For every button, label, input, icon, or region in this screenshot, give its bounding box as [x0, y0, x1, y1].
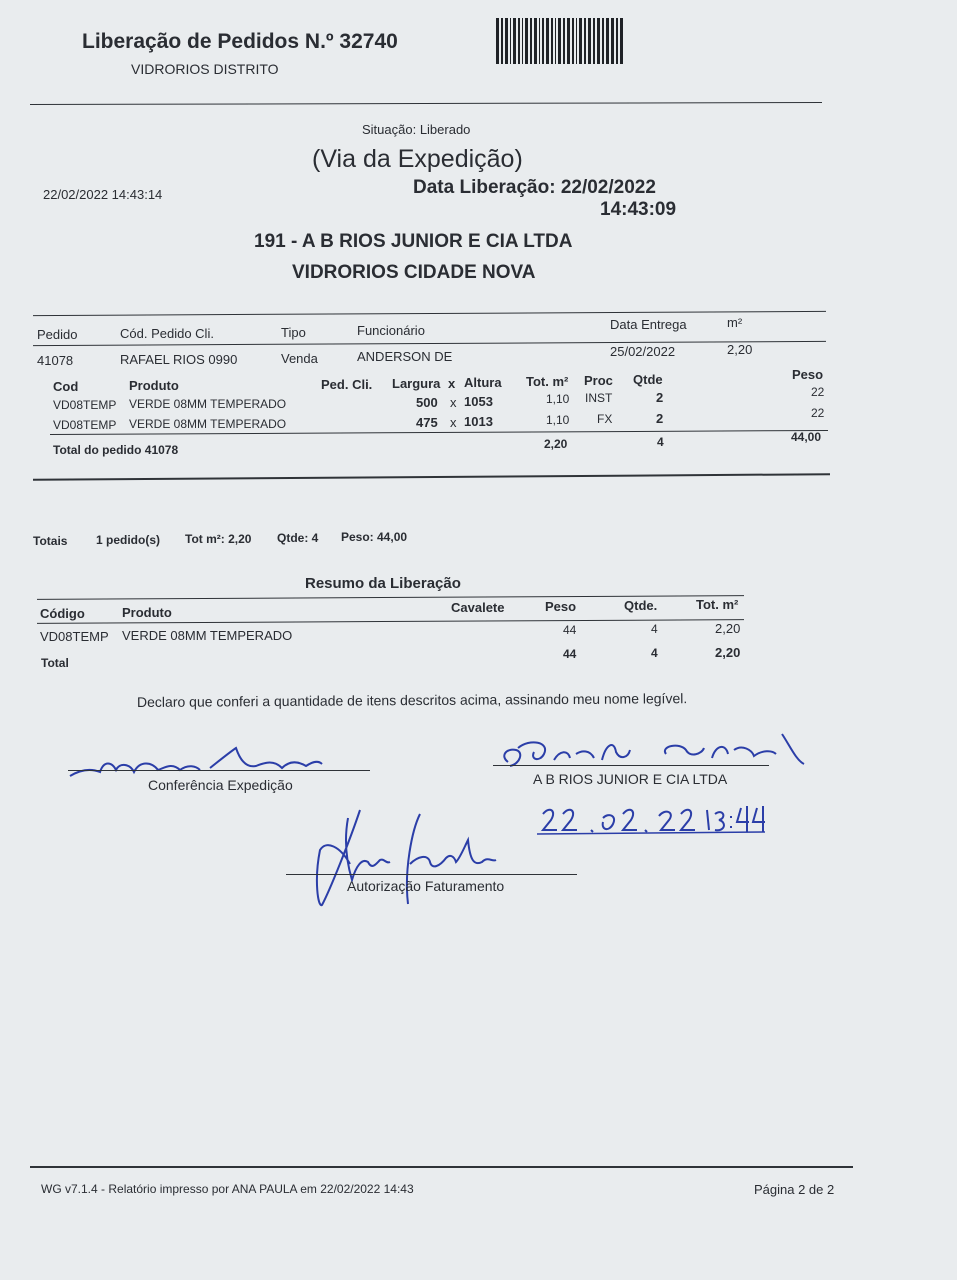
handwritten-date — [535, 796, 775, 841]
data-liberacao: Data Liberação: 22/02/2022 — [413, 177, 656, 198]
totals-qtde: Qtde: 4 — [277, 531, 319, 545]
items-col-ped-cli: Ped. Cli. — [321, 377, 373, 392]
footer-report-info: WG v7.1.4 - Relatório impresso por ANA PAULA em 22/02/2022 14:43 — [41, 1182, 414, 1196]
via-title: (Via da Expedição) — [312, 145, 523, 173]
resumo-col-produto: Produto — [122, 605, 172, 620]
resumo-col-codigo: Código — [40, 606, 85, 621]
resumo-row-qtde: 4 — [651, 622, 658, 636]
resumo-col-cavalete: Cavalete — [451, 600, 505, 615]
items-col-peso: Peso — [792, 367, 824, 382]
item-largura: 500 — [416, 395, 438, 410]
item-tot-m2: 1,10 — [546, 392, 570, 406]
autorizacao-signature — [300, 800, 520, 915]
items-col-qtde: Qtde — [633, 372, 663, 387]
totals-label: Totais — [33, 534, 68, 548]
items-col-altura: Altura — [464, 375, 502, 390]
order-header-line — [33, 341, 826, 346]
col-cod-pedido-cli: Cód. Pedido Cli. — [120, 326, 214, 341]
col-m2: m² — [727, 315, 743, 330]
declaration-text: Declaro que conferi a quantidade de itens descritos acima, assinando meu nome legível. — [136, 690, 688, 710]
resumo-row-codigo: VD08TEMP — [40, 629, 109, 644]
totals-tot-m2: Tot m²: 2,20 — [185, 532, 252, 546]
order-total-peso: 44,00 — [791, 430, 822, 444]
items-col-tot-m2: Tot. m² — [526, 374, 569, 389]
item-proc: FX — [597, 412, 613, 426]
resumo-total-peso: 44 — [563, 647, 577, 661]
data-liberacao-time: 14:43:09 — [600, 199, 677, 220]
items-col-largura: Largura — [392, 376, 441, 391]
resumo-total-qtde: 4 — [651, 646, 658, 660]
totals-pedidos: 1 pedido(s) — [96, 533, 161, 547]
pedido-value: 41078 — [37, 353, 74, 368]
tipo-value: Venda — [281, 351, 318, 366]
resumo-total-label: Total — [41, 656, 69, 670]
item-cod: VD08TEMP — [53, 418, 117, 432]
resumo-title: Resumo da Liberação — [305, 575, 461, 592]
col-tipo: Tipo — [281, 325, 306, 340]
items-col-proc: Proc — [584, 373, 613, 388]
order-total-label: Total do pedido 41078 — [53, 443, 179, 457]
item-x: x — [450, 395, 457, 410]
resumo-col-qtde: Qtde. — [624, 598, 658, 613]
autorizacao-label: Autorização Faturamento — [347, 878, 505, 894]
m2-value: 2,20 — [727, 342, 753, 357]
printed-datetime: 22/02/2022 14:43:14 — [43, 187, 163, 202]
item-cod: VD08TEMP — [53, 398, 117, 412]
item-largura: 475 — [416, 415, 438, 430]
data-entrega-value: 25/02/2022 — [610, 344, 676, 359]
item-qtde: 2 — [656, 390, 664, 405]
order-bottom-line — [33, 473, 830, 481]
col-funcionario: Funcionário — [357, 323, 425, 338]
col-pedido: Pedido — [37, 327, 78, 342]
totals-peso: Peso: 44,00 — [341, 530, 408, 544]
item-altura: 1053 — [464, 394, 493, 409]
item-qtde: 2 — [656, 411, 664, 426]
item-altura: 1013 — [464, 414, 493, 429]
barcode — [496, 18, 636, 64]
order-top-line — [33, 311, 826, 316]
document-title: Liberação de Pedidos N.º 32740 — [82, 30, 398, 53]
item-tot-m2: 1,10 — [546, 413, 570, 427]
conferencia-line — [68, 770, 370, 771]
company-name: VIDRORIOS DISTRITO — [131, 61, 279, 77]
cod-pedido-cli-value: RAFAEL RIOS 0990 — [120, 352, 238, 367]
item-produto: VERDE 08MM TEMPERADO — [129, 417, 287, 431]
item-proc: INST — [585, 391, 613, 405]
client-name: 191 - A B RIOS JUNIOR E CIA LTDA — [254, 231, 573, 252]
funcionario-value: ANDERSON DE — [357, 349, 453, 364]
resumo-col-peso: Peso — [545, 599, 577, 614]
resumo-total-tot-m2: 2,20 — [715, 645, 741, 660]
resumo-row-produto: VERDE 08MM TEMPERADO — [122, 628, 293, 643]
conferencia-label: Conferência Expedição — [148, 777, 293, 793]
item-produto: VERDE 08MM TEMPERADO — [129, 397, 287, 411]
order-total-m2: 2,20 — [544, 437, 568, 451]
situacao-text: Situação: Liberado — [362, 122, 471, 137]
client-signature-label: A B RIOS JUNIOR E CIA LTDA — [533, 771, 728, 787]
footer-line — [30, 1166, 853, 1168]
item-peso: 22 — [811, 385, 825, 399]
item-peso: 22 — [811, 406, 825, 420]
page-number: Página 2 de 2 — [754, 1182, 835, 1197]
order-total-qtde: 4 — [657, 435, 664, 449]
resumo-row-peso: 44 — [563, 623, 577, 637]
autorizacao-line — [286, 874, 577, 875]
items-col-cod: Cod — [53, 379, 79, 394]
col-data-entrega: Data Entrega — [610, 317, 687, 332]
resumo-col-tot-m2: Tot. m² — [696, 597, 739, 612]
client-signature-line — [493, 765, 769, 766]
resumo-row-tot-m2: 2,20 — [715, 621, 741, 636]
client-signature — [490, 724, 820, 776]
item-x: x — [450, 415, 457, 430]
items-col-produto: Produto — [129, 378, 179, 393]
client-store: VIDRORIOS CIDADE NOVA — [292, 262, 536, 283]
header-divider — [30, 102, 822, 105]
items-col-x: x — [448, 376, 456, 391]
